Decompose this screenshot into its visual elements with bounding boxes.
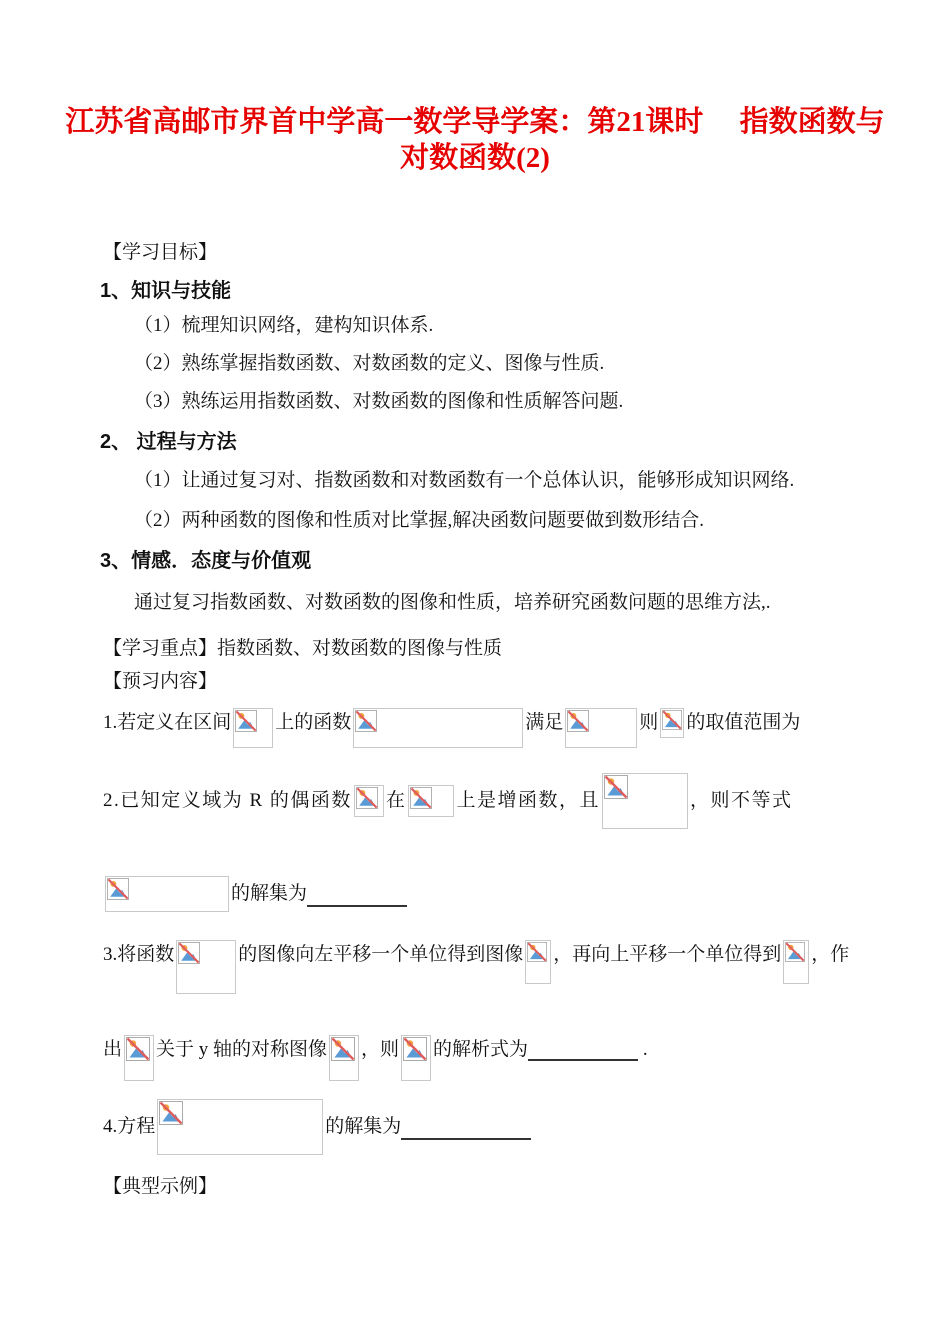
examples-header: 【典型示例】 xyxy=(103,1176,218,1197)
question-3-line2 xyxy=(103,1035,923,1081)
key-points-line: 【学习重点】指数函数、对数函数的图像与性质 xyxy=(103,638,503,659)
image-placeholder xyxy=(783,940,809,984)
goals-header: 【学习目标】 xyxy=(103,242,218,263)
question-text: 出 xyxy=(103,1039,123,1060)
section3-title: 3、情感．态度与价值观 xyxy=(100,550,312,572)
broken-image-icon xyxy=(785,942,805,962)
broken-image-icon xyxy=(527,942,547,962)
question-text: ，则不等式 xyxy=(689,790,793,811)
image-placeholder xyxy=(157,1099,323,1155)
section2-item: （1）让通过复习对、指数函数和对数函数有一个总体认识，能够形成知识网络. xyxy=(134,470,795,491)
answer-blank xyxy=(307,881,407,907)
answer-blank xyxy=(401,1114,531,1140)
image-placeholder xyxy=(565,708,637,748)
broken-image-icon xyxy=(159,1101,183,1125)
question-text: 满足 xyxy=(525,712,564,733)
image-placeholder xyxy=(408,785,454,817)
section2-item: （2）两种函数的图像和性质对比掌握,解决函数问题要做到数形结合. xyxy=(134,510,705,531)
question-text: 的图像向左平移一个单位得到图像 xyxy=(238,944,524,965)
section3-body: 通过复习指数函数、对数函数的图像和性质，培养研究函数问题的思维方法,. xyxy=(134,592,771,613)
broken-image-icon xyxy=(403,1037,427,1061)
broken-image-icon xyxy=(567,710,589,732)
broken-image-icon xyxy=(355,710,377,732)
image-placeholder xyxy=(176,940,236,994)
question-2-line1 xyxy=(103,772,913,830)
question-1 xyxy=(103,708,903,748)
image-placeholder xyxy=(525,940,551,984)
question-text: 的解析式为 xyxy=(433,1039,529,1060)
image-placeholder xyxy=(105,876,229,912)
image-placeholder xyxy=(401,1035,431,1081)
section1-item: （1）梳理知识网络，建构知识体系. xyxy=(134,315,434,336)
section2-title: 2、 过程与方法 xyxy=(100,431,237,453)
page-title-line1: 江苏省高邮市界首中学高一数学导学案：第21课时 指数函数与 xyxy=(65,106,885,138)
question-text: ，则 xyxy=(361,1039,400,1060)
broken-image-icon xyxy=(235,710,257,732)
question-text: 的解集为 xyxy=(231,883,308,904)
image-placeholder xyxy=(329,1035,359,1081)
question-text: . xyxy=(638,1039,648,1060)
page-title xyxy=(0,104,950,176)
broken-image-icon xyxy=(331,1037,355,1061)
question-text: 的解集为 xyxy=(325,1116,402,1137)
section1-title: 1、知识与技能 xyxy=(100,280,232,302)
question-text: 上的函数 xyxy=(275,712,352,733)
page-title-line2: 对数函数(2) xyxy=(400,142,550,174)
broken-image-icon xyxy=(126,1037,150,1061)
question-text: 则 xyxy=(639,712,659,733)
broken-image-icon xyxy=(356,787,378,809)
question-text: ，作 xyxy=(811,944,850,965)
broken-image-icon xyxy=(178,942,200,964)
question-2-line2 xyxy=(103,874,407,914)
section1-item: （3）熟练运用指数函数、对数函数的图像和性质解答问题. xyxy=(134,391,624,412)
broken-image-icon xyxy=(410,787,432,809)
question-text: 上是增函数，且 xyxy=(456,790,600,811)
answer-blank xyxy=(528,1035,638,1061)
question-text: 3.将函数 xyxy=(103,944,175,965)
question-3-line1 xyxy=(103,940,923,994)
question-text: ，再向上平移一个单位得到 xyxy=(553,944,782,965)
broken-image-icon xyxy=(604,775,628,799)
question-4 xyxy=(103,1098,531,1156)
question-text: 在 xyxy=(385,790,407,811)
image-placeholder xyxy=(354,785,384,817)
image-placeholder xyxy=(353,708,523,748)
broken-image-icon xyxy=(107,878,129,900)
section1-item: （2）熟练掌握指数函数、对数函数的定义、图像与性质. xyxy=(134,353,605,374)
question-text: 1.若定义在区间 xyxy=(103,712,232,733)
preview-header: 【预习内容】 xyxy=(103,671,218,692)
question-text: 关于 y 轴的对称图像 xyxy=(156,1039,328,1060)
broken-image-icon xyxy=(662,710,682,730)
question-text: 2.已知定义域为 R 的偶函数 xyxy=(103,790,352,811)
question-text: 4.方程 xyxy=(103,1116,156,1137)
image-placeholder xyxy=(602,773,688,829)
question-text: 的取值范围为 xyxy=(686,712,801,733)
image-placeholder xyxy=(233,708,273,748)
image-placeholder xyxy=(660,708,684,738)
image-placeholder xyxy=(124,1035,154,1081)
